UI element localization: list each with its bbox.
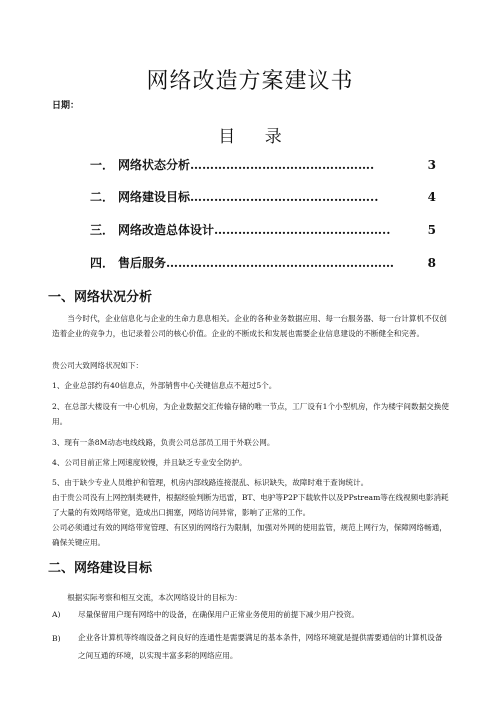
toc-entry-number: 四． <box>90 256 115 270</box>
section-heading: 二、网络建设目标 <box>48 561 153 576</box>
section-paragraph: 公司必须通过有效的网络带宽管理、有区别的网络行为限制，加强对外网的使用监管，规范上网行为，保障网络畅通，确保关键应用。 <box>52 523 447 547</box>
list-item-marker: A) <box>52 610 61 619</box>
toc-entry-page: 3 <box>427 158 436 172</box>
toc-heading <box>0 122 500 147</box>
list-item: 4、公司目前正常上网速度较慢，并且缺乏专业安全防护。 <box>52 458 247 467</box>
toc-heading-char-2: 录 <box>264 127 282 147</box>
toc-entry-page: 4 <box>427 190 436 204</box>
toc-entry-label: 网络状态分析 <box>118 158 191 172</box>
toc-entry-leader: ………………………………………. <box>190 158 375 172</box>
toc-entry-leader: ………………………………………………… <box>166 256 395 270</box>
toc-entry[interactable] <box>90 221 436 238</box>
section-paragraph: 当今时代，企业信息化与企业的生命力息息相关。企业的各种业务数据应用、每一台服务器、每一台计算机不仅创造着企业的竞争力，也记录着公司的核心价值。企业的不断成长和发展也需要企业信息建设的不断健全和完善。 <box>52 314 447 338</box>
date-label: 日期： <box>52 101 80 111</box>
toc-entry-leader: …………………………………….. <box>214 223 391 237</box>
toc-entry[interactable] <box>90 254 436 271</box>
toc-entry-page: 5 <box>427 223 436 237</box>
list-item: 3、现有一条8M动态电线线路，负责公司总部员工用于外联公网。 <box>52 438 275 447</box>
list-item: 2、在总部大楼设有一中心机房，为企业数据交汇传输存储的唯一节点，工厂设有1个小型机房，作为楼宇间数据交换使用。 <box>52 402 449 426</box>
list-item: 1、企业总部约有40信息点，外部销售中心关键信息点不超过5个。 <box>52 381 277 390</box>
toc-entry-page: 8 <box>427 256 436 270</box>
document-title: 网络改造方案建议书 <box>146 69 354 94</box>
section-heading: 一、网络状况分析 <box>48 290 153 305</box>
list-item-text: 企业各计算机等终端设备之间良好的连通性是需要满足的基本条件，网络环境就是提供需要通信的计算机设备之间互通的环境，以实现丰富多彩的网络应用。 <box>78 633 443 660</box>
toc-entry-number: 一． <box>90 158 115 172</box>
section-paragraph: 根据实际考察和相互交流，本次网络设计的目标为： <box>67 593 242 602</box>
status-lead-text: 贵公司大致网络状况如下： <box>52 361 144 370</box>
list-item: 5、由于缺少专业人员维护和管理，机房内部线路连接混乱、标识缺失，故障时难于查询统计。 <box>52 478 369 487</box>
toc-entry-number: 三． <box>90 223 115 237</box>
toc-entry-leader: ……………………………………….. <box>190 190 379 204</box>
toc-entry-label: 网络建设目标 <box>118 190 191 204</box>
toc-entry-number: 二． <box>90 190 115 204</box>
toc-entry[interactable] <box>90 188 436 205</box>
list-item-marker: B) <box>52 634 61 643</box>
toc-heading-char-1: 目 <box>218 127 236 147</box>
toc-entry-label: 售后服务 <box>118 256 167 270</box>
section-paragraph: 由于贵公司没有上网控制类硬件，根据经验判断为迅雷，BT、电驴等P2P下载软件以及PPstream等在线视频电影消耗了大量的有效网络带宽，造成出口拥塞，网络访问异常，影响了正常的工作。 <box>52 493 449 517</box>
toc-entry[interactable] <box>90 156 436 173</box>
list-item-text: 尽量保留用户现有网络中的设备，在确保用户正常业务使用的前提下减少用户投资。 <box>78 610 359 619</box>
toc-entry-label: 网络改造总体设计 <box>118 223 215 237</box>
